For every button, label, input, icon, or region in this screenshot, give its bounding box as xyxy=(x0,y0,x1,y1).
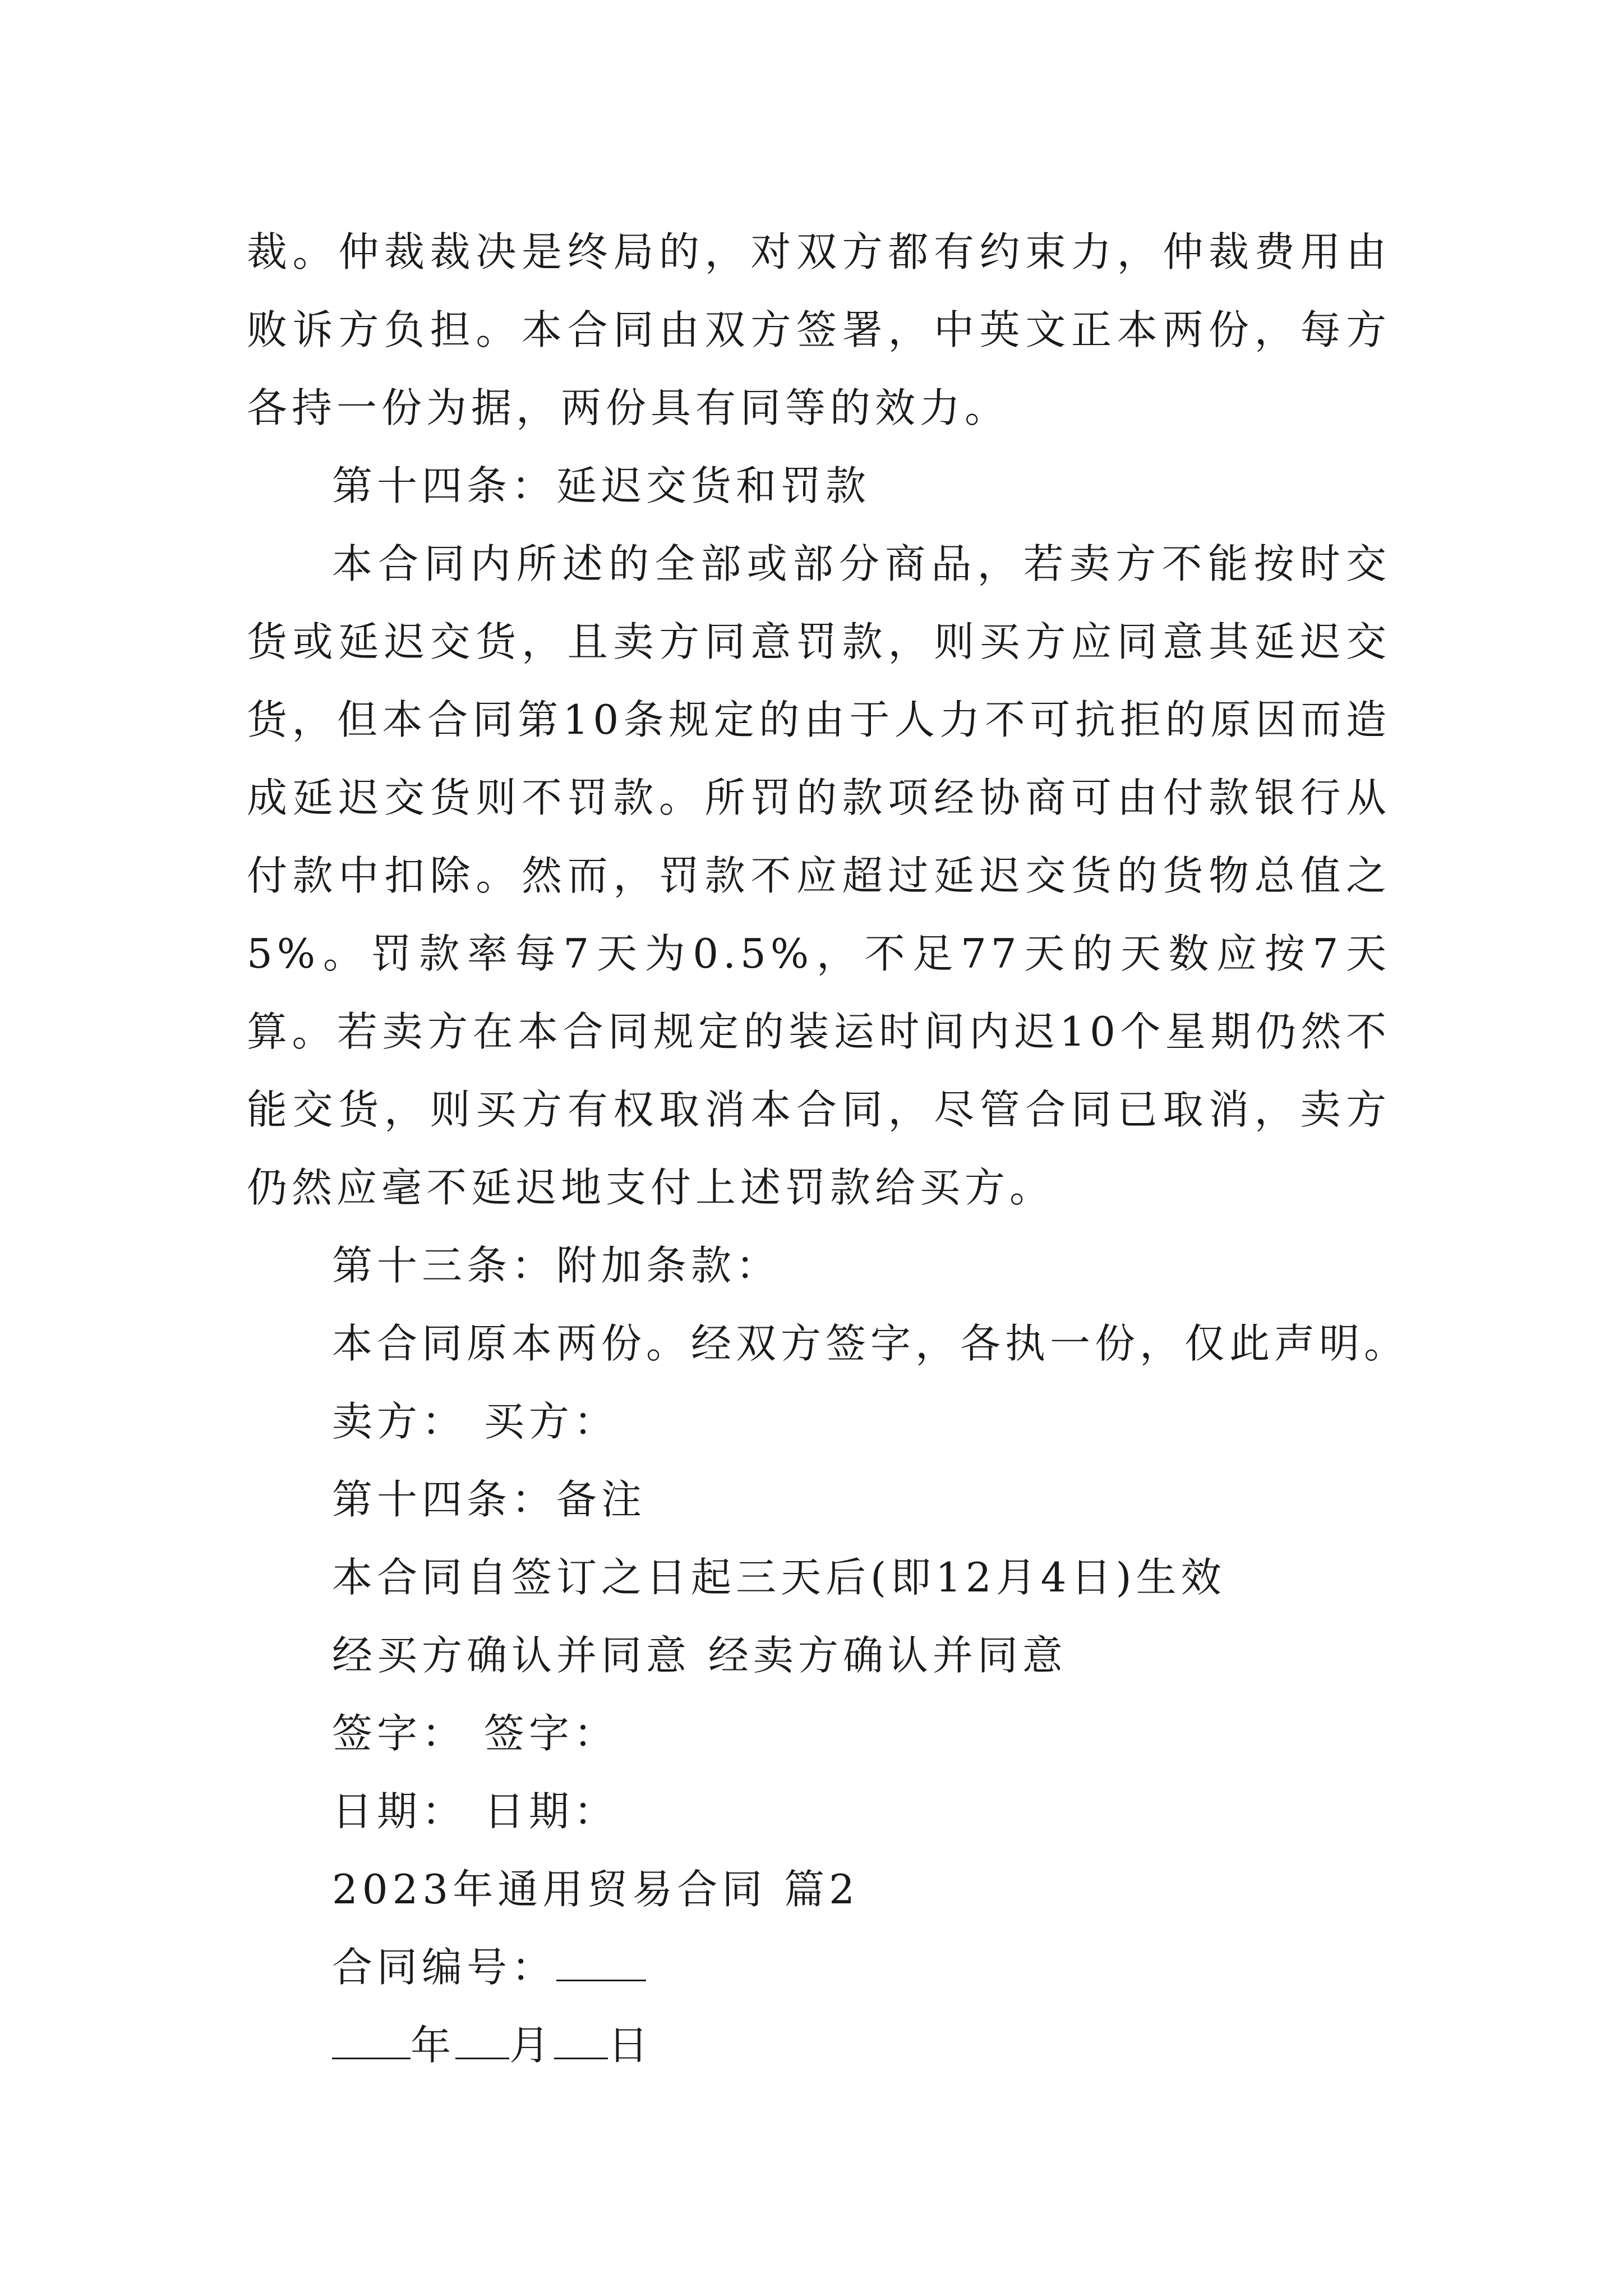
heading-article-14-delay: 第十四条：延迟交货和罚款 xyxy=(332,462,871,509)
month-label: 月 xyxy=(509,2022,555,2069)
contract-number-blank xyxy=(556,1940,646,1981)
paragraph-article-14-delay: 本合同内所述的全部或部分商品，若卖方不能按时交货或延迟交货，且卖方同意罚款，则买方应同意其延迟交货，但本合同第10条规定的由于人力不可抗拒的原因而造成延迟交货则不罚款。所罚的款项经协商可由付款银行从付款中扣除。然而，罚款不应超过延迟交货的货物总值之5%。罚款率每7天为0.5%，不足77天的天数应按7天算。若卖方在本合同规定的装运时间内迟10个星期仍然不能交货，则买方有权取消本合同，尽管合同已取消，卖方仍然应毫不延迟地支付上述罚款给买方。 xyxy=(247,540,1391,1211)
contract-number-line xyxy=(247,1929,1391,2007)
month-blank xyxy=(455,2018,509,2059)
date-line: 日期： 日期： xyxy=(332,1788,619,1835)
heading-article-13-additional: 第十三条：附加条款： xyxy=(332,1242,781,1289)
heading-article-14-remarks: 第十四条：备注 xyxy=(332,1476,647,1523)
confirmation-line: 经买方确认并同意 经卖方确认并同意 xyxy=(332,1632,1067,1679)
paragraph-article-13-additional: 本合同原本两份。经双方签字，各执一份，仅此声明。 xyxy=(332,1320,1409,1367)
parties-line: 卖方： 买方： xyxy=(332,1398,619,1445)
signature-line: 签字： 签字： xyxy=(332,1710,619,1757)
paragraph-arbitration: 裁。仲裁裁决是终局的，对双方都有约束力，仲裁费用由败诉方负担。本合同由双方签署，中英文正本两份，每方各持一份为据，两份具有同等的效力。 xyxy=(247,228,1391,431)
year-blank xyxy=(332,2018,411,2059)
year-label: 年 xyxy=(411,2022,456,2069)
section-title: 2023年通用贸易合同 篇2 xyxy=(332,1866,859,1913)
effective-date-line: 本合同自签订之日起三天后(即12月4日)生效 xyxy=(332,1554,1226,1601)
contract-date-line xyxy=(247,2007,1391,2085)
document-body xyxy=(247,213,1409,2085)
day-blank xyxy=(554,2018,608,2059)
day-label: 日 xyxy=(608,2022,653,2069)
contract-number-label: 合同编号： xyxy=(332,1944,557,1991)
